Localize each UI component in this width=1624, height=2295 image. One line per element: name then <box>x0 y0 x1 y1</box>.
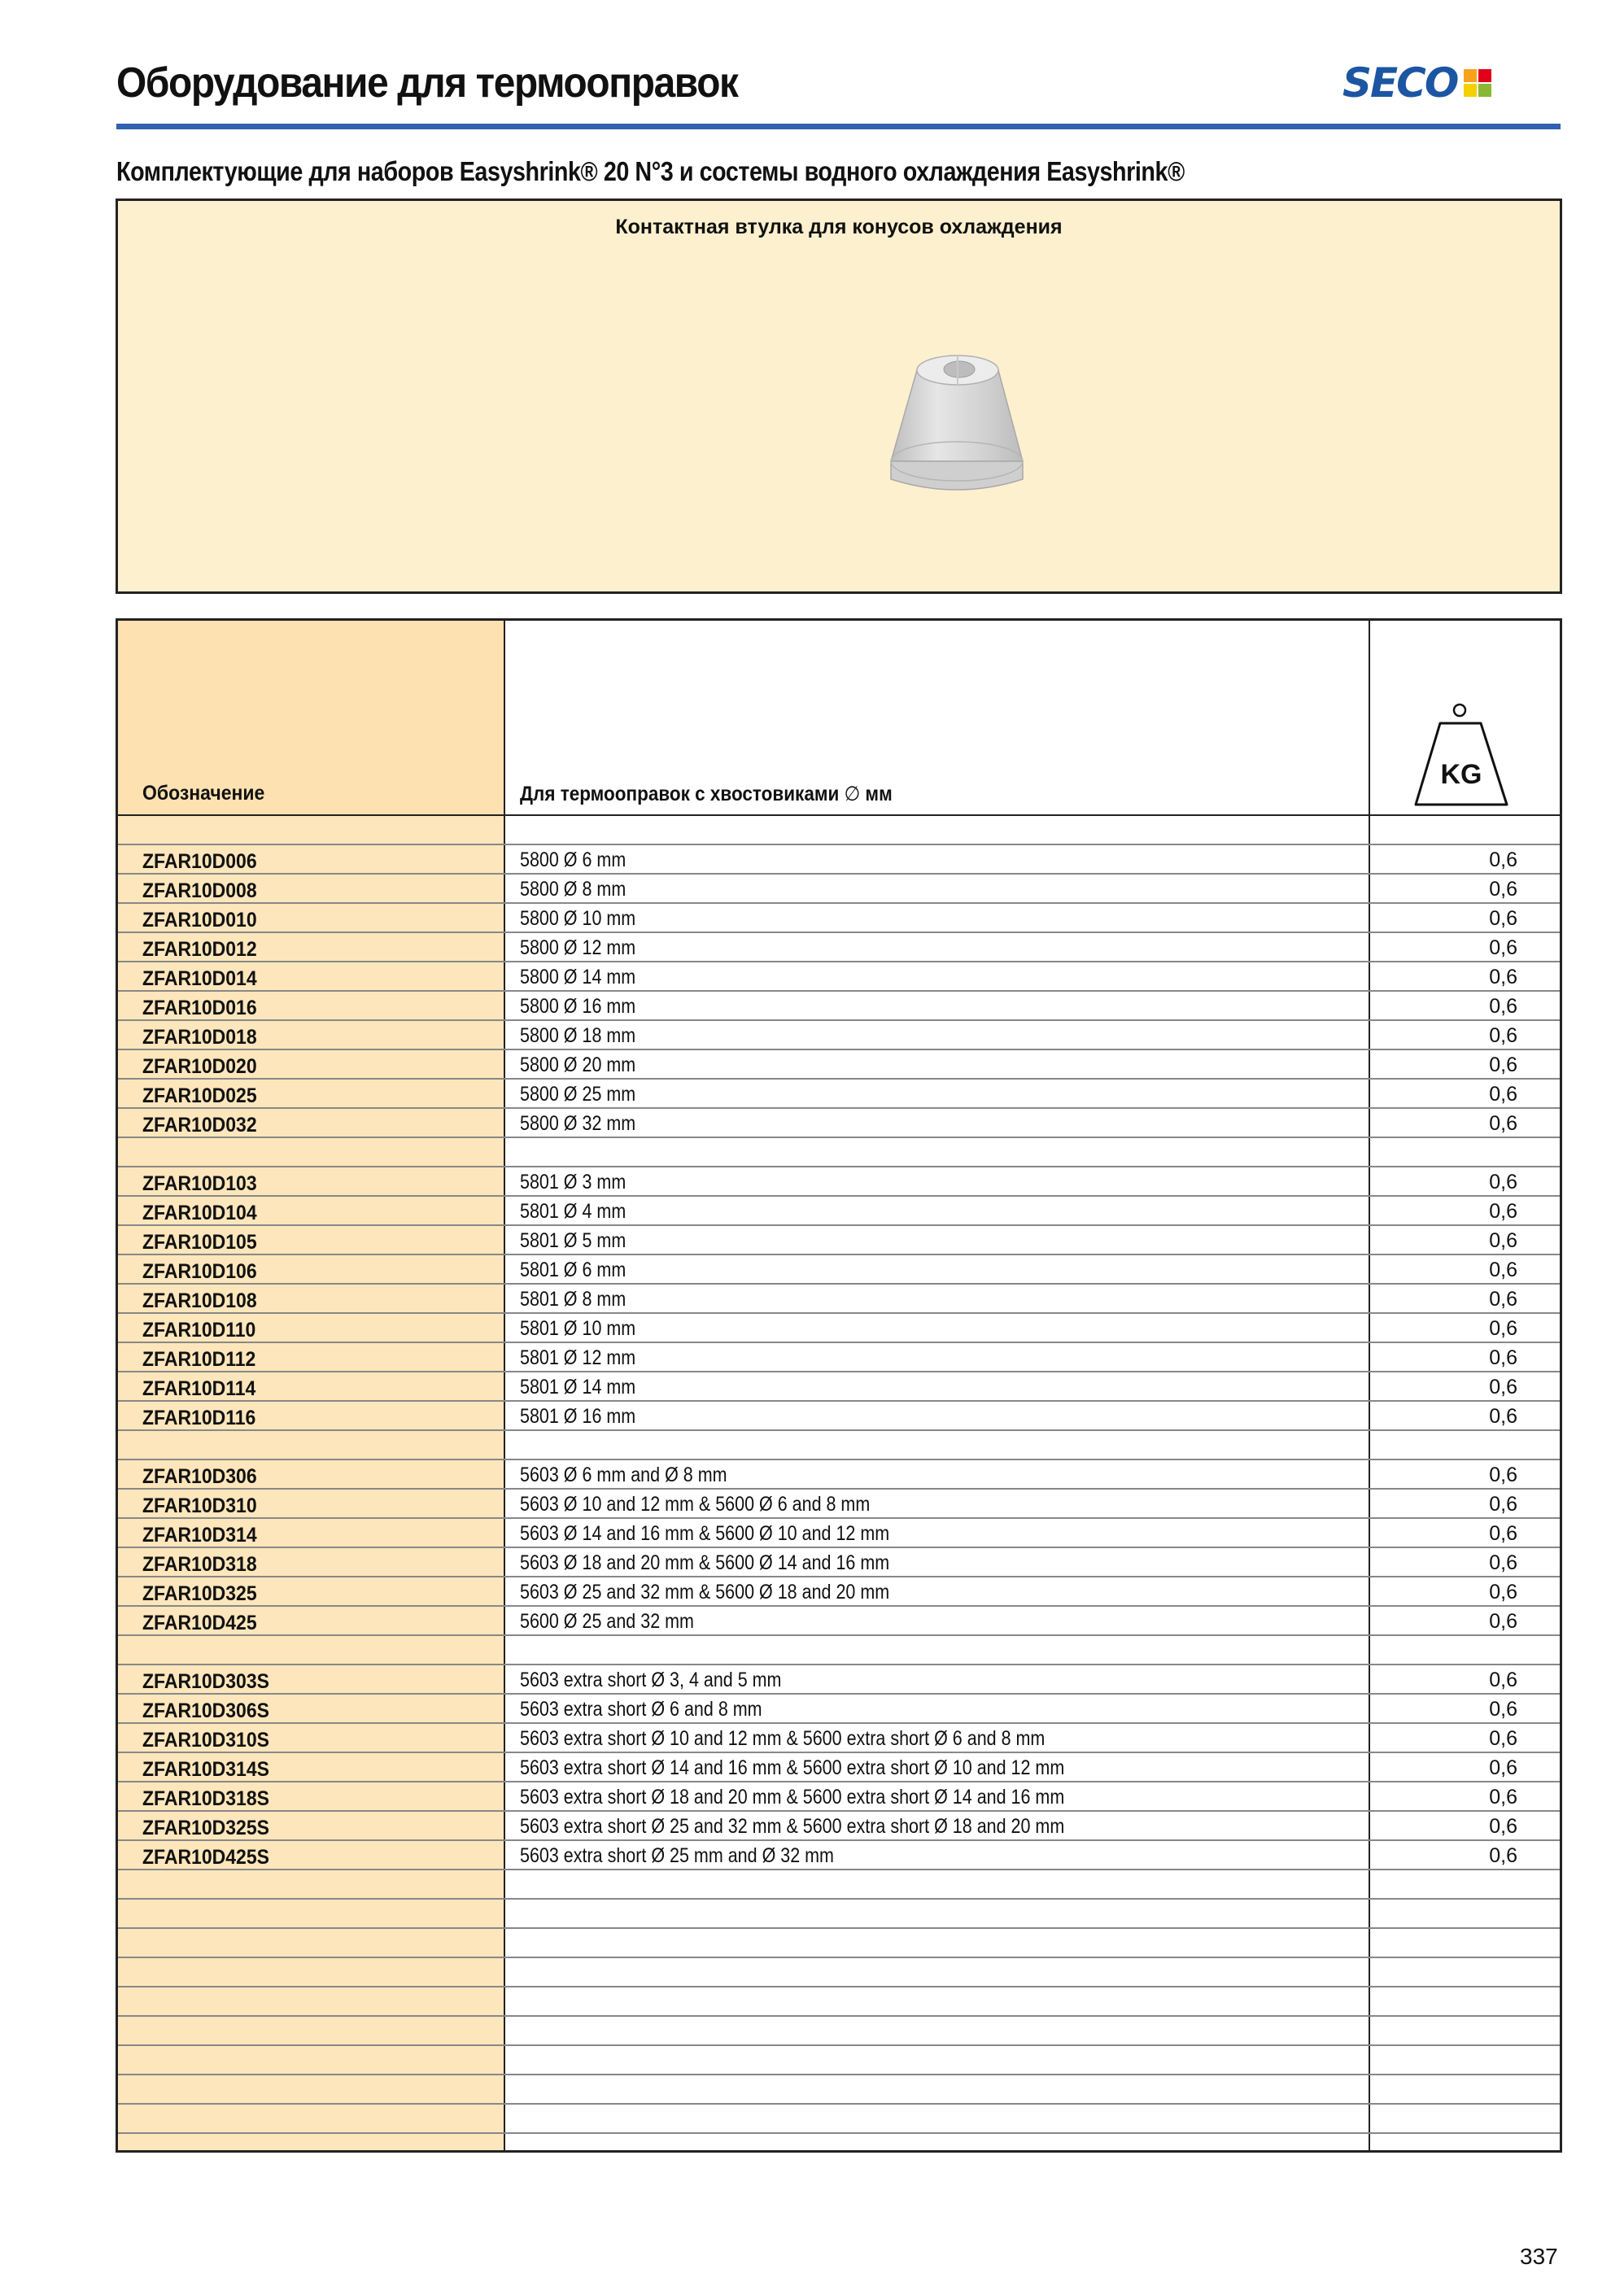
spacer-row <box>118 1636 1560 1665</box>
shank-cell: 5800 Ø 20 mm <box>520 1054 636 1076</box>
designation-cell: ZFAR10D325 <box>142 1582 257 1605</box>
header-shanks <box>520 782 893 806</box>
shank-cell: 5603 extra short Ø 25 and 32 mm & 5600 extra short Ø 18 and 20 mm <box>520 1815 1065 1838</box>
spacer-row <box>118 816 1560 845</box>
shank-cell: 5801 Ø 6 mm <box>520 1259 626 1281</box>
weight-cell: 0,6 <box>1489 966 1517 988</box>
contact-sleeve-image <box>883 347 1046 518</box>
designation-cell: ZFAR10D104 <box>142 1202 257 1224</box>
weight-cell: 0,6 <box>1489 1024 1517 1047</box>
logo-squares-icon <box>1464 69 1491 97</box>
product-table <box>116 618 1562 2153</box>
table-row <box>118 1753 1560 1782</box>
table-row <box>118 1665 1560 1695</box>
designation-cell: ZFAR10D014 <box>142 967 257 990</box>
designation-cell: ZFAR10D010 <box>142 909 257 932</box>
table-row <box>118 992 1560 1021</box>
weight-cell: 0,6 <box>1489 1464 1517 1486</box>
weight-cell: 0,6 <box>1489 1171 1517 1193</box>
table-row <box>118 1255 1560 1285</box>
weight-cell: 0,6 <box>1489 995 1517 1018</box>
table-row <box>118 1021 1560 1050</box>
table-row <box>118 1402 1560 1431</box>
shank-cell: 5801 Ø 12 mm <box>520 1346 636 1369</box>
table-row <box>118 904 1560 933</box>
weight-cell: 0,6 <box>1489 1727 1517 1750</box>
table-row <box>118 1519 1560 1548</box>
weight-cell: 0,6 <box>1489 1405 1517 1428</box>
shank-cell: 5603 extra short Ø 6 and 8 mm <box>520 1698 762 1721</box>
shank-cell: 5800 Ø 8 mm <box>520 878 626 901</box>
shank-cell: 5603 Ø 14 and 16 mm & 5600 Ø 10 and 12 mm <box>520 1522 890 1545</box>
logo-square <box>1464 69 1477 82</box>
shank-cell: 5600 Ø 25 and 32 mm <box>520 1610 694 1633</box>
product-image-panel <box>116 199 1562 594</box>
weight-cell: 0,6 <box>1489 1259 1517 1281</box>
weight-cell: 0,6 <box>1489 1551 1517 1574</box>
designation-cell: ZFAR10D008 <box>142 879 257 902</box>
table-row <box>118 1343 1560 1372</box>
shank-cell: 5800 Ø 32 mm <box>520 1112 636 1135</box>
shank-cell: 5800 Ø 12 mm <box>520 936 636 959</box>
weight-cell: 0,6 <box>1489 1698 1517 1721</box>
designation-cell: ZFAR10D018 <box>142 1026 257 1049</box>
designation-cell: ZFAR10D114 <box>142 1377 256 1400</box>
image-caption: Контактная втулка для конусов охлаждения <box>615 216 1063 238</box>
table-row <box>118 1577 1560 1607</box>
table-row <box>118 1285 1560 1314</box>
designation-cell: ZFAR10D025 <box>142 1084 257 1107</box>
weight-cell: 0,6 <box>1489 1756 1517 1779</box>
empty-row <box>118 2017 1560 2046</box>
shank-cell: 5603 extra short Ø 14 and 16 mm & 5600 extra short Ø 10 and 12 mm <box>520 1756 1065 1779</box>
shank-cell: 5801 Ø 8 mm <box>520 1288 626 1311</box>
logo-square <box>1478 84 1491 97</box>
table-row <box>118 1782 1560 1812</box>
table-row <box>118 1548 1560 1577</box>
designation-cell: ZFAR10D310 <box>142 1494 257 1517</box>
section-subtitle: Комплектующие для наборов Easyshrink® 20 N°3 и состемы водного охлаждения Easyshrink® <box>116 156 1185 186</box>
weight-cell: 0,6 <box>1489 1054 1517 1076</box>
designation-cell: ZFAR10D318S <box>142 1787 269 1810</box>
table-row <box>118 1841 1560 1870</box>
empty-row <box>118 2105 1560 2134</box>
designation-cell: ZFAR10D306S <box>142 1699 269 1722</box>
empty-row <box>118 2075 1560 2105</box>
weight-cell: 0,6 <box>1489 1815 1517 1838</box>
designation-cell: ZFAR10D006 <box>142 850 257 873</box>
designation-cell: ZFAR10D032 <box>142 1114 257 1137</box>
shank-cell: 5801 Ø 16 mm <box>520 1405 636 1428</box>
shank-cell: 5801 Ø 3 mm <box>520 1171 626 1193</box>
shank-cell: 5801 Ø 5 mm <box>520 1229 626 1252</box>
table-row <box>118 1167 1560 1197</box>
table-row <box>118 875 1560 904</box>
table-row <box>118 1109 1560 1138</box>
designation-cell: ZFAR10D314S <box>142 1758 269 1781</box>
logo-square <box>1478 69 1491 82</box>
weight-cell: 0,6 <box>1489 1376 1517 1398</box>
table-row <box>118 1490 1560 1519</box>
shank-cell: 5603 Ø 18 and 20 mm & 5600 Ø 14 and 16 mm <box>520 1551 890 1574</box>
designation-cell: ZFAR10D103 <box>142 1172 257 1195</box>
weight-cell: 0,6 <box>1489 849 1517 871</box>
shank-cell: 5800 Ø 25 mm <box>520 1083 636 1106</box>
header-shanks-unit: мм <box>865 783 893 805</box>
logo-text: SECO <box>1342 59 1458 107</box>
kg-label: KG <box>1440 759 1482 790</box>
header-shanks-text: Для термооправок с хвостовиками <box>520 783 840 805</box>
title-rule <box>116 124 1561 129</box>
designation-cell: ZFAR10D306 <box>142 1465 257 1488</box>
designation-cell: ZFAR10D116 <box>142 1407 256 1429</box>
page-number: 337 <box>1520 2244 1558 2269</box>
designation-cell: ZFAR10D020 <box>142 1055 257 1078</box>
header-designation: Обозначение <box>142 782 265 805</box>
designation-cell: ZFAR10D106 <box>142 1260 257 1283</box>
weight-cell: 0,6 <box>1489 1522 1517 1545</box>
diameter-symbol: ∅ <box>844 783 861 805</box>
empty-row <box>118 2046 1560 2075</box>
spacer-row <box>118 1431 1560 1460</box>
weight-kg-icon <box>1414 702 1512 809</box>
weight-cell: 0,6 <box>1489 1346 1517 1369</box>
empty-row <box>118 1900 1560 1929</box>
designation-cell: ZFAR10D108 <box>142 1289 257 1312</box>
designation-cell: ZFAR10D012 <box>142 938 257 961</box>
seco-logo <box>1342 59 1491 107</box>
weight-cell: 0,6 <box>1489 1083 1517 1106</box>
weight-cell: 0,6 <box>1489 1229 1517 1252</box>
shank-cell: 5603 extra short Ø 25 mm and Ø 32 mm <box>520 1844 834 1867</box>
designation-cell: ZFAR10D105 <box>142 1231 257 1254</box>
table-row <box>118 1724 1560 1753</box>
shank-cell: 5603 Ø 10 and 12 mm & 5600 Ø 6 and 8 mm <box>520 1493 871 1516</box>
table-row <box>118 1314 1560 1343</box>
shank-cell: 5800 Ø 10 mm <box>520 907 636 930</box>
designation-cell: ZFAR10D325S <box>142 1817 269 1839</box>
empty-row <box>118 1987 1560 2017</box>
table-row <box>118 1695 1560 1724</box>
weight-cell: 0,6 <box>1489 1844 1517 1867</box>
designation-cell: ZFAR10D112 <box>142 1348 256 1371</box>
designation-cell: ZFAR10D425 <box>142 1612 257 1634</box>
weight-cell: 0,6 <box>1489 1288 1517 1311</box>
shank-cell: 5800 Ø 16 mm <box>520 995 636 1018</box>
designation-cell: ZFAR10D425S <box>142 1846 269 1869</box>
table-row <box>118 1080 1560 1109</box>
designation-cell: ZFAR10D016 <box>142 997 257 1019</box>
table-row <box>118 933 1560 962</box>
table-row <box>118 1812 1560 1841</box>
designation-cell: ZFAR10D318 <box>142 1553 257 1576</box>
spacer-row <box>118 1870 1560 1900</box>
table-row <box>118 1607 1560 1636</box>
shank-cell: 5801 Ø 14 mm <box>520 1376 636 1398</box>
weight-cell: 0,6 <box>1489 1200 1517 1223</box>
shank-cell: 5801 Ø 10 mm <box>520 1317 636 1340</box>
weight-cell: 0,6 <box>1489 1493 1517 1516</box>
shank-cell: 5800 Ø 18 mm <box>520 1024 636 1047</box>
weight-cell: 0,6 <box>1489 1317 1517 1340</box>
empty-row <box>118 1929 1560 1958</box>
shank-cell: 5603 extra short Ø 10 and 12 mm & 5600 extra short Ø 6 and 8 mm <box>520 1727 1046 1750</box>
shank-cell: 5603 extra short Ø 18 and 20 mm & 5600 extra short Ø 14 and 16 mm <box>520 1786 1065 1809</box>
designation-cell: ZFAR10D110 <box>142 1319 256 1342</box>
empty-row <box>118 1958 1560 1987</box>
weight-cell: 0,6 <box>1489 878 1517 901</box>
table-row <box>118 1460 1560 1490</box>
shank-cell: 5801 Ø 4 mm <box>520 1200 626 1223</box>
weight-cell: 0,6 <box>1489 907 1517 930</box>
designation-cell: ZFAR10D303S <box>142 1670 269 1693</box>
table-row <box>118 962 1560 992</box>
table-row <box>118 1372 1560 1402</box>
weight-cell: 0,6 <box>1489 1669 1517 1691</box>
table-row <box>118 845 1560 875</box>
weight-cell: 0,6 <box>1489 1786 1517 1809</box>
table-row <box>118 1050 1560 1080</box>
logo-square <box>1464 84 1477 97</box>
designation-cell: ZFAR10D310S <box>142 1729 269 1752</box>
table-row <box>118 1226 1560 1255</box>
spacer-row <box>118 1138 1560 1167</box>
shank-cell: 5800 Ø 14 mm <box>520 966 636 988</box>
weight-cell: 0,6 <box>1489 1610 1517 1633</box>
shank-cell: 5603 Ø 6 mm and Ø 8 mm <box>520 1464 727 1486</box>
weight-cell: 0,6 <box>1489 1581 1517 1603</box>
shank-cell: 5603 extra short Ø 3, 4 and 5 mm <box>520 1669 782 1691</box>
designation-cell: ZFAR10D314 <box>142 1524 257 1547</box>
table-row <box>118 1197 1560 1226</box>
page-title: Оборудование для термооправок <box>116 59 738 107</box>
shank-cell: 5800 Ø 6 mm <box>520 849 626 871</box>
weight-cell: 0,6 <box>1489 936 1517 959</box>
weight-cell: 0,6 <box>1489 1112 1517 1135</box>
shank-cell: 5603 Ø 25 and 32 mm & 5600 Ø 18 and 20 mm <box>520 1581 890 1603</box>
